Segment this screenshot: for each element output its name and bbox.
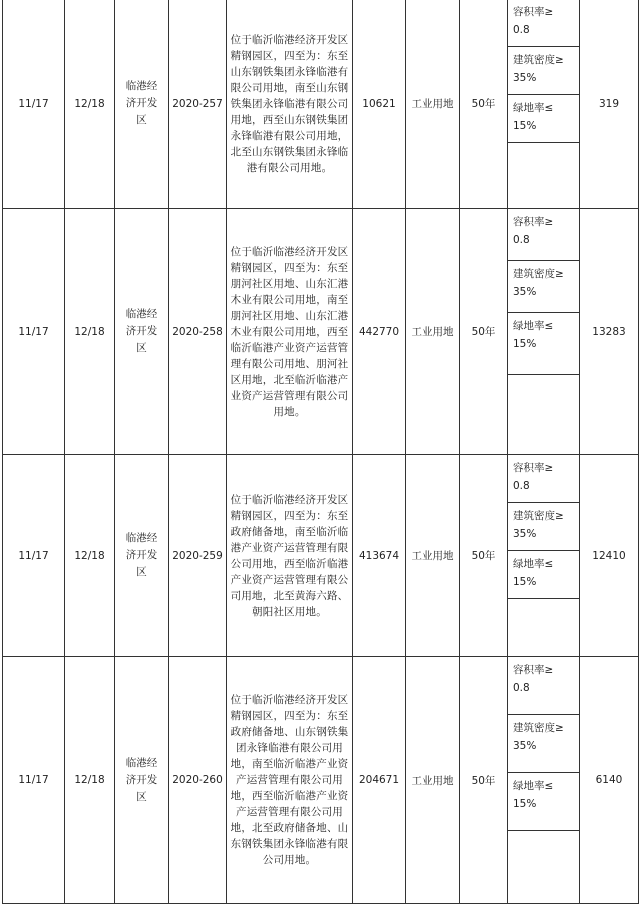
green-indicator <box>508 95 579 143</box>
green-indicator <box>508 773 579 831</box>
term-cell: 50年 <box>460 209 508 455</box>
green-indicator <box>508 551 579 599</box>
land-use-cell: 工业用地 <box>406 455 460 657</box>
density-label: 建筑密度≥ <box>513 722 564 734</box>
indicator-blank <box>508 143 579 208</box>
deadline-date-cell: 12/18 <box>65 0 115 209</box>
indicator-list <box>508 657 579 903</box>
term-cell: 50年 <box>460 0 508 209</box>
density-value: 35% <box>513 528 537 540</box>
density-indicator <box>508 261 579 313</box>
announce-date-cell: 11/17 <box>3 209 65 455</box>
price-cell: 319 <box>580 0 639 209</box>
term-cell: 50年 <box>460 455 508 657</box>
planning-indicators-cell <box>508 657 580 904</box>
price-cell: 12410 <box>580 455 639 657</box>
density-value: 35% <box>513 740 537 752</box>
green-label: 绿地率≤ <box>513 780 554 792</box>
far-value: 0.8 <box>513 480 530 492</box>
green-label: 绿地率≤ <box>513 558 554 570</box>
area-cell: 临港经济开发区 <box>115 455 169 657</box>
green-label: 绿地率≤ <box>513 320 554 332</box>
size-cell: 10621 <box>353 0 406 209</box>
indicator-blank <box>508 375 579 454</box>
indicator-blank <box>508 599 579 656</box>
green-indicator <box>508 313 579 375</box>
indicator-list <box>508 455 579 656</box>
table-row <box>3 0 639 209</box>
announce-date-cell: 11/17 <box>3 455 65 657</box>
land-parcel-table <box>2 0 639 904</box>
green-value: 15% <box>513 798 537 810</box>
location-cell: 位于临沂临港经济开发区精钢园区，四至为：东至朋河社区用地、山东汇港木业有限公司用地，南至朋河社区用地、山东汇港木业有限公司用地，西至临沂临港产业资产运营管理有限公司用地、朋河社区用地，北至临沂临港产业资产运营管理有限公司用地。 <box>227 209 353 455</box>
land-use-cell: 工业用地 <box>406 0 460 209</box>
table-row <box>3 455 639 657</box>
far-value: 0.8 <box>513 234 530 246</box>
parcel-number-cell: 2020-260 <box>169 657 227 904</box>
term-cell: 50年 <box>460 657 508 904</box>
indicator-blank <box>508 831 579 903</box>
far-label: 容积率≥ <box>513 6 554 18</box>
area-cell: 临港经济开发区 <box>115 209 169 455</box>
location-cell: 位于临沂临港经济开发区精钢园区，四至为：东至山东钢铁集团永锋临港有限公司用地，南至山东钢铁集团永锋临港有限公司用地，西至山东钢铁集团永锋临港有限公司用地，北至山东钢铁集团永锋临港有限公司用地。 <box>227 0 353 209</box>
deadline-date-cell: 12/18 <box>65 657 115 904</box>
indicator-list <box>508 0 579 208</box>
announce-date-cell: 11/17 <box>3 0 65 209</box>
land-use-cell: 工业用地 <box>406 657 460 904</box>
far-value: 0.8 <box>513 682 530 694</box>
far-value: 0.8 <box>513 24 530 36</box>
land-use-cell: 工业用地 <box>406 209 460 455</box>
size-cell: 413674 <box>353 455 406 657</box>
price-cell: 13283 <box>580 209 639 455</box>
table-body <box>3 0 639 904</box>
area-cell: 临港经济开发区 <box>115 0 169 209</box>
price-cell: 6140 <box>580 657 639 904</box>
density-indicator <box>508 47 579 95</box>
size-cell: 204671 <box>353 657 406 904</box>
table-row <box>3 209 639 455</box>
far-indicator <box>508 657 579 715</box>
planning-indicators-cell <box>508 0 580 209</box>
area-cell: 临港经济开发区 <box>115 657 169 904</box>
density-value: 35% <box>513 72 537 84</box>
deadline-date-cell: 12/18 <box>65 209 115 455</box>
deadline-date-cell: 12/18 <box>65 455 115 657</box>
table-row <box>3 657 639 904</box>
far-label: 容积率≥ <box>513 664 554 676</box>
location-cell: 位于临沂临港经济开发区精钢园区，四至为：东至政府储备地、山东钢铁集团永锋临港有限公司用地，南至临沂临港产业资产运营管理有限公司用地，西至临沂临港产业资产运营管理有限公司用地，北至政府储备地、山东钢铁集团永锋临港有限公司用地。 <box>227 657 353 904</box>
green-label: 绿地率≤ <box>513 102 554 114</box>
density-value: 35% <box>513 286 537 298</box>
green-value: 15% <box>513 576 537 588</box>
density-label: 建筑密度≥ <box>513 510 564 522</box>
far-indicator <box>508 455 579 503</box>
location-cell: 位于临沂临港经济开发区精钢园区，四至为：东至政府储备地，南至临沂临港产业资产运营管理有限公司用地，西至临沂临港产业资产运营管理有限公司用地，北至黄海六路、朝阳社区用地。 <box>227 455 353 657</box>
parcel-number-cell: 2020-257 <box>169 0 227 209</box>
density-indicator <box>508 715 579 773</box>
far-label: 容积率≥ <box>513 216 554 228</box>
green-value: 15% <box>513 120 537 132</box>
planning-indicators-cell <box>508 455 580 657</box>
density-label: 建筑密度≥ <box>513 268 564 280</box>
parcel-number-cell: 2020-258 <box>169 209 227 455</box>
parcel-number-cell: 2020-259 <box>169 455 227 657</box>
planning-indicators-cell <box>508 209 580 455</box>
far-label: 容积率≥ <box>513 462 554 474</box>
density-indicator <box>508 503 579 551</box>
density-label: 建筑密度≥ <box>513 54 564 66</box>
far-indicator <box>508 209 579 261</box>
far-indicator <box>508 0 579 47</box>
size-cell: 442770 <box>353 209 406 455</box>
indicator-list <box>508 209 579 454</box>
green-value: 15% <box>513 338 537 350</box>
announce-date-cell: 11/17 <box>3 657 65 904</box>
